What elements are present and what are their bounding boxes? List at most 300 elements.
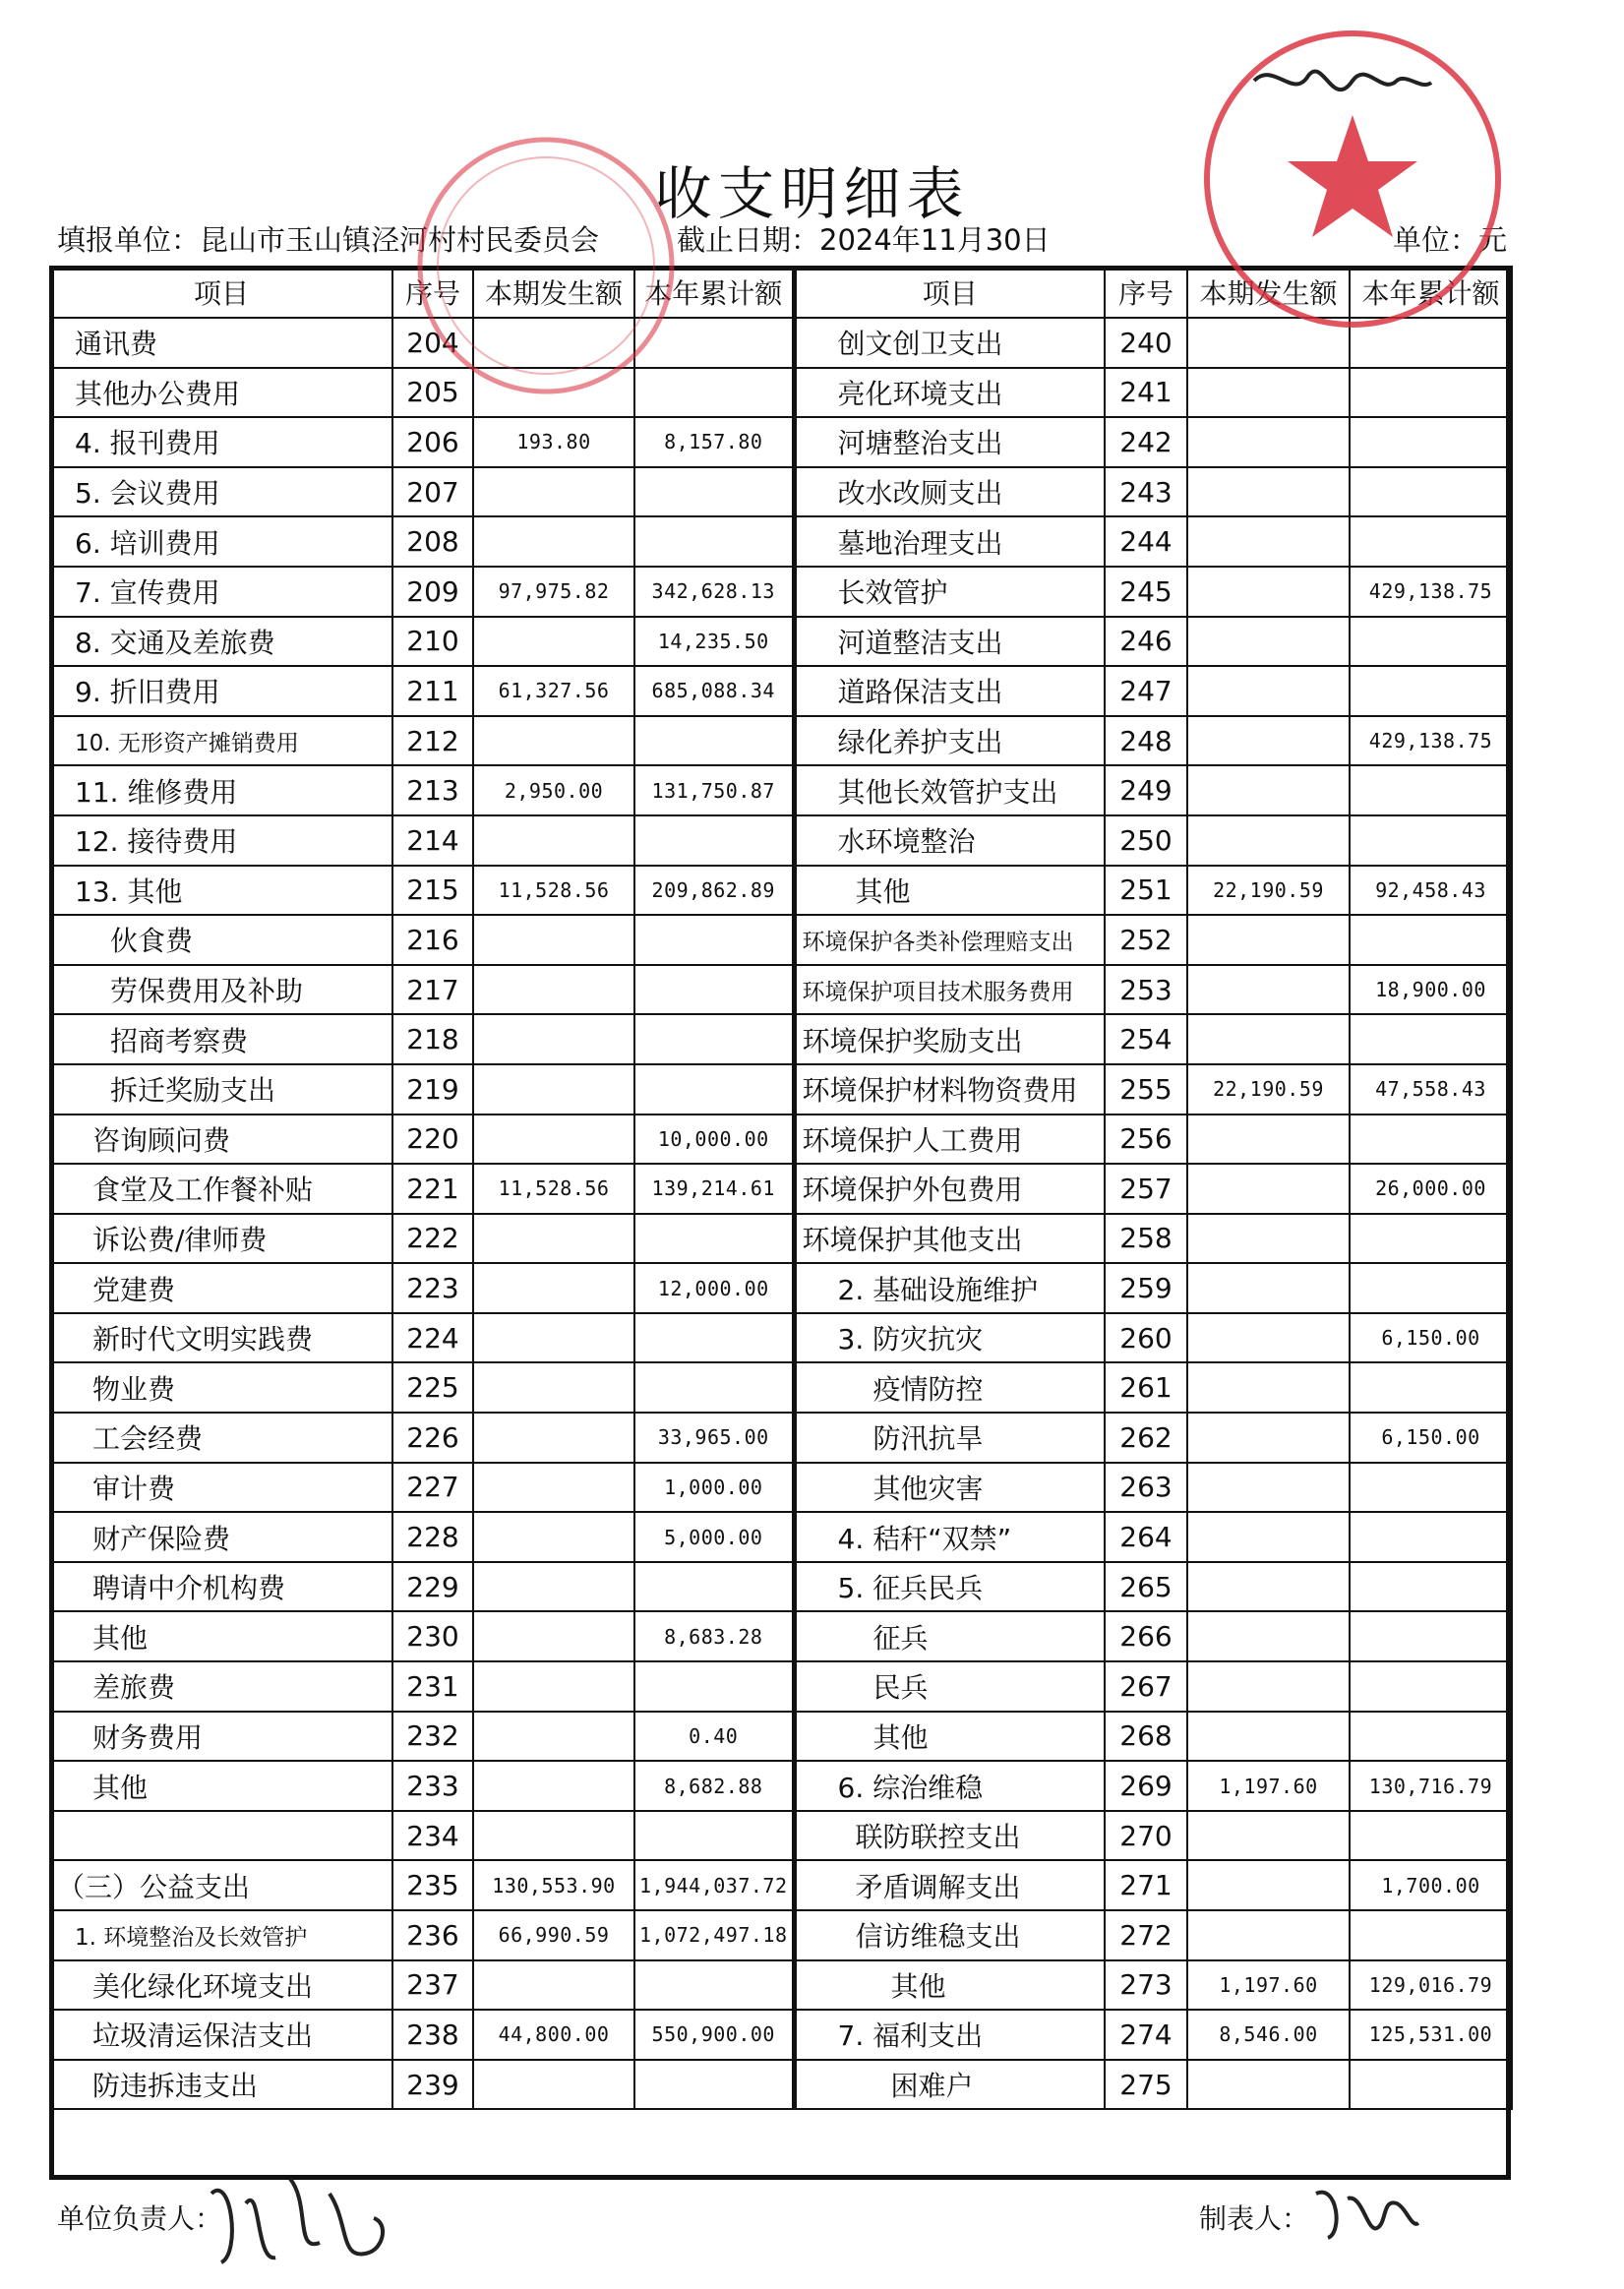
row-item-right: 道路保洁支出	[794, 666, 1105, 716]
row-seq: 219	[392, 1064, 473, 1114]
row-item	[50, 1811, 392, 1861]
row-current-amount-right: 8,546.00	[1187, 2010, 1350, 2060]
col-header-ytd: 本年累计额	[634, 267, 794, 318]
row-seq-right: 243	[1105, 467, 1187, 517]
row-current-amount-right	[1187, 467, 1350, 517]
table-row	[50, 1712, 1512, 1762]
row-item: 美化绿化环境支出	[50, 1960, 392, 2011]
row-ytd-amount: 33,965.00	[634, 1413, 794, 1463]
row-seq-right: 271	[1105, 1860, 1187, 1910]
row-item: 13. 其他	[50, 866, 392, 916]
row-ytd-amount-right	[1350, 1014, 1512, 1064]
row-current-amount: 97,975.82	[473, 567, 634, 617]
table-row	[50, 1463, 1512, 1513]
row-item: （三）公益支出	[50, 1860, 392, 1910]
row-seq: 231	[392, 1661, 473, 1712]
row-seq: 236	[392, 1910, 473, 1960]
row-ytd-amount-right	[1350, 1661, 1512, 1712]
row-seq-right: 254	[1105, 1014, 1187, 1064]
row-item: 其他	[50, 1761, 392, 1811]
row-ytd-amount	[634, 516, 794, 567]
row-ytd-amount-right	[1350, 417, 1512, 467]
row-ytd-amount-right	[1350, 1214, 1512, 1264]
row-seq: 226	[392, 1413, 473, 1463]
table-row	[50, 1562, 1512, 1612]
row-current-amount-right: 22,190.59	[1187, 866, 1350, 916]
table-row	[50, 417, 1512, 467]
row-current-amount-right	[1187, 1811, 1350, 1861]
row-seq: 230	[392, 1611, 473, 1661]
row-seq-right: 267	[1105, 1661, 1187, 1712]
row-current-amount	[473, 1562, 634, 1612]
row-ytd-amount-right: 6,150.00	[1350, 1313, 1512, 1363]
col-header-current: 本期发生额	[473, 267, 634, 318]
row-current-amount-right	[1187, 815, 1350, 866]
row-seq: 217	[392, 965, 473, 1015]
table-row	[50, 1164, 1512, 1214]
row-current-amount-right	[1187, 1611, 1350, 1661]
row-item-right: 联防联控支出	[794, 1811, 1105, 1861]
row-item: 诉讼费/律师费	[50, 1214, 392, 1264]
row-seq: 233	[392, 1761, 473, 1811]
row-ytd-amount: 1,944,037.72	[634, 1860, 794, 1910]
row-ytd-amount: 10,000.00	[634, 1114, 794, 1165]
table-body	[50, 318, 1512, 2109]
row-item-right: 环境保护人工费用	[794, 1114, 1105, 1165]
table-row	[50, 915, 1512, 965]
row-seq-right: 260	[1105, 1313, 1187, 1363]
row-seq-right: 244	[1105, 516, 1187, 567]
table-row	[50, 1661, 1512, 1712]
responsible-person-signature	[202, 2164, 398, 2282]
col-header-seq: 序号	[392, 267, 473, 318]
row-item-right: 亮化环境支出	[794, 368, 1105, 418]
table-row	[50, 2060, 1512, 2110]
row-ytd-amount: 685,088.34	[634, 666, 794, 716]
row-current-amount	[473, 467, 634, 517]
row-item-right: 7. 福利支出	[794, 2010, 1105, 2060]
row-ytd-amount	[634, 965, 794, 1015]
row-current-amount-right	[1187, 1014, 1350, 1064]
table-row	[50, 1413, 1512, 1463]
row-current-amount	[473, 1114, 634, 1165]
row-ytd-amount: 1,000.00	[634, 1463, 794, 1513]
row-current-amount-right	[1187, 1712, 1350, 1762]
row-seq: 227	[392, 1463, 473, 1513]
row-seq-right: 263	[1105, 1463, 1187, 1513]
row-ytd-amount-right	[1350, 765, 1512, 815]
row-seq-right: 256	[1105, 1114, 1187, 1165]
row-current-amount-right	[1187, 368, 1350, 418]
row-item-right: 绿化养护支出	[794, 716, 1105, 766]
row-current-amount	[473, 1611, 634, 1661]
row-current-amount-right	[1187, 1214, 1350, 1264]
row-ytd-amount-right	[1350, 1362, 1512, 1413]
row-ytd-amount: 131,750.87	[634, 765, 794, 815]
preparer-signature	[1308, 2179, 1426, 2248]
row-ytd-amount-right	[1350, 1910, 1512, 1960]
table-row	[50, 1214, 1512, 1264]
row-ytd-amount-right	[1350, 1463, 1512, 1513]
table-row	[50, 666, 1512, 716]
row-ytd-amount-right	[1350, 2060, 1512, 2110]
table-row	[50, 765, 1512, 815]
row-seq: 223	[392, 1263, 473, 1313]
table-row	[50, 965, 1512, 1015]
row-seq-right: 255	[1105, 1064, 1187, 1114]
table-row	[50, 815, 1512, 866]
row-ytd-amount-right: 47,558.43	[1350, 1064, 1512, 1114]
row-item: 1. 环境整治及长效管护	[50, 1910, 392, 1960]
row-current-amount-right	[1187, 1362, 1350, 1413]
col-header-ytd-right: 本年累计额	[1350, 267, 1512, 318]
row-ytd-amount	[634, 1362, 794, 1413]
row-seq-right: 265	[1105, 1562, 1187, 1612]
row-item: 8. 交通及差旅费	[50, 617, 392, 667]
row-seq: 229	[392, 1562, 473, 1612]
row-seq: 210	[392, 617, 473, 667]
row-current-amount	[473, 516, 634, 567]
row-current-amount	[473, 1661, 634, 1712]
row-current-amount-right	[1187, 1313, 1350, 1363]
village-committee-seal	[413, 123, 679, 408]
currency-unit: 单位：元	[1393, 223, 1508, 257]
row-item: 4. 报刊费用	[50, 417, 392, 467]
row-ytd-amount-right	[1350, 1562, 1512, 1612]
row-item-right: 改水改厕支出	[794, 467, 1105, 517]
row-item: 12. 接待费用	[50, 815, 392, 866]
row-item-right: 长效管护	[794, 567, 1105, 617]
row-current-amount-right	[1187, 2060, 1350, 2110]
row-current-amount-right	[1187, 1463, 1350, 1513]
row-seq: 213	[392, 765, 473, 815]
row-seq: 209	[392, 567, 473, 617]
row-current-amount-right: 22,190.59	[1187, 1064, 1350, 1114]
row-current-amount-right	[1187, 965, 1350, 1015]
row-ytd-amount-right: 129,016.79	[1350, 1960, 1512, 2011]
table-row	[50, 1114, 1512, 1165]
row-current-amount	[473, 1214, 634, 1264]
row-current-amount: 11,528.56	[473, 1164, 634, 1214]
row-item-right: 信访维稳支出	[794, 1910, 1105, 1960]
row-item: 其他	[50, 1611, 392, 1661]
row-ytd-amount-right	[1350, 1263, 1512, 1313]
row-seq: 218	[392, 1014, 473, 1064]
row-item: 10. 无形资产摊销费用	[50, 716, 392, 766]
row-seq-right: 269	[1105, 1761, 1187, 1811]
row-item: 物业费	[50, 1362, 392, 1413]
row-item-right: 2. 基础设施维护	[794, 1263, 1105, 1313]
row-ytd-amount	[634, 815, 794, 866]
row-current-amount	[473, 1263, 634, 1313]
row-item: 食堂及工作餐补贴	[50, 1164, 392, 1214]
row-seq: 225	[392, 1362, 473, 1413]
row-item-right: 环境保护奖励支出	[794, 1014, 1105, 1064]
row-seq-right: 270	[1105, 1811, 1187, 1861]
row-seq-right: 242	[1105, 417, 1187, 467]
row-current-amount: 2,950.00	[473, 765, 634, 815]
row-ytd-amount-right	[1350, 467, 1512, 517]
row-current-amount-right	[1187, 617, 1350, 667]
row-item-right: 环境保护外包费用	[794, 1164, 1105, 1214]
row-item: 财务费用	[50, 1712, 392, 1762]
row-seq-right: 266	[1105, 1611, 1187, 1661]
row-item-right: 环境保护项目技术服务费用	[794, 965, 1105, 1015]
row-item-right: 创文创卫支出	[794, 318, 1105, 368]
row-ytd-amount: 5,000.00	[634, 1512, 794, 1562]
row-item-right: 水环境整治	[794, 815, 1105, 866]
row-item-right: 环境保护其他支出	[794, 1214, 1105, 1264]
row-seq: 205	[392, 368, 473, 418]
row-ytd-amount-right: 18,900.00	[1350, 965, 1512, 1015]
row-seq: 228	[392, 1512, 473, 1562]
row-item: 通讯费	[50, 318, 392, 368]
row-item: 5. 会议费用	[50, 467, 392, 517]
row-seq-right: 251	[1105, 866, 1187, 916]
row-seq-right: 264	[1105, 1512, 1187, 1562]
table-row	[50, 716, 1512, 766]
row-seq-right: 257	[1105, 1164, 1187, 1214]
row-item-right: 3. 防灾抗灾	[794, 1313, 1105, 1363]
row-seq-right: 272	[1105, 1910, 1187, 1960]
table-row	[50, 2010, 1512, 2060]
table-row	[50, 1362, 1512, 1413]
row-item: 审计费	[50, 1463, 392, 1513]
row-current-amount	[473, 716, 634, 766]
row-ytd-amount: 550,900.00	[634, 2010, 794, 2060]
row-seq-right: 250	[1105, 815, 1187, 866]
row-seq: 232	[392, 1712, 473, 1762]
row-ytd-amount-right	[1350, 1811, 1512, 1861]
preparer-label: 制表人：	[1199, 2202, 1310, 2235]
row-ytd-amount	[634, 1064, 794, 1114]
row-ytd-amount-right: 130,716.79	[1350, 1761, 1512, 1811]
row-seq-right: 253	[1105, 965, 1187, 1015]
row-current-amount-right	[1187, 915, 1350, 965]
table-row	[50, 1512, 1512, 1562]
row-seq-right: 240	[1105, 318, 1187, 368]
row-current-amount-right	[1187, 567, 1350, 617]
row-seq-right: 274	[1105, 2010, 1187, 2060]
row-current-amount: 66,990.59	[473, 1910, 634, 1960]
row-seq: 220	[392, 1114, 473, 1165]
row-current-amount-right	[1187, 1263, 1350, 1313]
row-current-amount: 193.80	[473, 417, 634, 467]
row-ytd-amount: 1,072,497.18	[634, 1910, 794, 1960]
row-current-amount	[473, 965, 634, 1015]
row-seq-right: 247	[1105, 666, 1187, 716]
row-item-right: 河道整洁支出	[794, 617, 1105, 667]
row-current-amount: 44,800.00	[473, 2010, 634, 2060]
row-seq-right: 259	[1105, 1263, 1187, 1313]
row-item: 财产保险费	[50, 1512, 392, 1562]
row-ytd-amount-right: 6,150.00	[1350, 1413, 1512, 1463]
ledger-table	[49, 266, 1513, 2110]
row-seq: 215	[392, 866, 473, 916]
row-ytd-amount	[634, 716, 794, 766]
cutoff-date: 截止日期：2024年11月30日	[677, 223, 1051, 257]
row-item-right: 矛盾调解支出	[794, 1860, 1105, 1910]
table-row	[50, 1761, 1512, 1811]
table-row	[50, 1263, 1512, 1313]
row-item: 垃圾清运保洁支出	[50, 2010, 392, 2060]
row-seq: 204	[392, 318, 473, 368]
row-item-right: 其他	[794, 1960, 1105, 2011]
row-item: 防违拆违支出	[50, 2060, 392, 2110]
row-current-amount-right	[1187, 1114, 1350, 1165]
row-current-amount	[473, 1811, 634, 1861]
table-row	[50, 1860, 1512, 1910]
row-item-right: 征兵	[794, 1611, 1105, 1661]
row-seq: 238	[392, 2010, 473, 2060]
table-row	[50, 1811, 1512, 1861]
row-ytd-amount-right: 125,531.00	[1350, 2010, 1512, 2060]
row-item: 7. 宣传费用	[50, 567, 392, 617]
row-current-amount	[473, 617, 634, 667]
row-item-right: 疫情防控	[794, 1362, 1105, 1413]
row-seq-right: 258	[1105, 1214, 1187, 1264]
row-current-amount-right	[1187, 1413, 1350, 1463]
row-item: 差旅费	[50, 1661, 392, 1712]
row-seq: 235	[392, 1860, 473, 1910]
row-seq-right: 248	[1105, 716, 1187, 766]
row-current-amount: 130,553.90	[473, 1860, 634, 1910]
row-seq-right: 249	[1105, 765, 1187, 815]
row-current-amount	[473, 1413, 634, 1463]
row-seq: 222	[392, 1214, 473, 1264]
row-seq: 206	[392, 417, 473, 467]
row-item-right: 其他	[794, 1712, 1105, 1762]
row-current-amount	[473, 1362, 634, 1413]
row-seq: 207	[392, 467, 473, 517]
row-ytd-amount-right	[1350, 915, 1512, 965]
row-item: 其他办公费用	[50, 368, 392, 418]
row-current-amount-right	[1187, 1910, 1350, 1960]
row-ytd-amount	[634, 1562, 794, 1612]
table-row	[50, 467, 1512, 517]
row-current-amount-right	[1187, 1164, 1350, 1214]
col-header-item-right: 项目	[794, 267, 1105, 318]
row-ytd-amount: 0.40	[634, 1712, 794, 1762]
row-item-right: 困难户	[794, 2060, 1105, 2110]
row-ytd-amount: 8,682.88	[634, 1761, 794, 1811]
village-supervision-seal	[1185, 22, 1520, 336]
row-item-right: 环境保护材料物资费用	[794, 1064, 1105, 1114]
row-current-amount-right	[1187, 417, 1350, 467]
row-ytd-amount-right	[1350, 1712, 1512, 1762]
table-row	[50, 617, 1512, 667]
row-item: 新时代文明实践费	[50, 1313, 392, 1363]
row-seq-right: 245	[1105, 567, 1187, 617]
row-ytd-amount	[634, 1214, 794, 1264]
row-item-right: 民兵	[794, 1661, 1105, 1712]
row-item: 聘请中介机构费	[50, 1562, 392, 1612]
row-ytd-amount: 139,214.61	[634, 1164, 794, 1214]
row-current-amount-right	[1187, 666, 1350, 716]
row-ytd-amount: 12,000.00	[634, 1263, 794, 1313]
row-seq: 208	[392, 516, 473, 567]
row-seq-right: 275	[1105, 2060, 1187, 2110]
row-seq: 214	[392, 815, 473, 866]
row-ytd-amount: 8,157.80	[634, 417, 794, 467]
table-row	[50, 516, 1512, 567]
row-current-amount	[473, 1014, 634, 1064]
row-item: 招商考察费	[50, 1014, 392, 1064]
row-ytd-amount-right	[1350, 1512, 1512, 1562]
row-current-amount	[473, 1313, 634, 1363]
row-current-amount	[473, 1761, 634, 1811]
row-current-amount-right	[1187, 1860, 1350, 1910]
row-ytd-amount-right: 26,000.00	[1350, 1164, 1512, 1214]
row-ytd-amount-right	[1350, 1611, 1512, 1661]
row-current-amount	[473, 1463, 634, 1513]
table-row	[50, 1014, 1512, 1064]
row-current-amount-right	[1187, 765, 1350, 815]
col-header-current-right: 本期发生额	[1187, 267, 1350, 318]
row-item: 工会经费	[50, 1413, 392, 1463]
row-item: 伙食费	[50, 915, 392, 965]
row-current-amount	[473, 915, 634, 965]
row-current-amount-right	[1187, 716, 1350, 766]
row-item-right: 4. 秸秆“双禁”	[794, 1512, 1105, 1562]
col-header-seq-right: 序号	[1105, 267, 1187, 318]
table-row	[50, 1064, 1512, 1114]
row-ytd-amount: 14,235.50	[634, 617, 794, 667]
row-item-right: 其他	[794, 866, 1105, 916]
row-ytd-amount: 8,683.28	[634, 1611, 794, 1661]
row-ytd-amount-right	[1350, 368, 1512, 418]
row-seq: 211	[392, 666, 473, 716]
row-ytd-amount	[634, 1811, 794, 1861]
row-current-amount	[473, 1712, 634, 1762]
row-seq-right: 273	[1105, 1960, 1187, 2011]
row-ytd-amount-right	[1350, 815, 1512, 866]
col-header-item: 项目	[50, 267, 392, 318]
row-ytd-amount: 342,628.13	[634, 567, 794, 617]
page-title: 收支明细表	[654, 160, 970, 227]
row-current-amount-right: 1,197.60	[1187, 1761, 1350, 1811]
row-seq-right: 246	[1105, 617, 1187, 667]
table-row	[50, 1960, 1512, 2011]
row-item-right: 河塘整治支出	[794, 417, 1105, 467]
row-item: 咨询顾问费	[50, 1114, 392, 1165]
row-seq-right: 268	[1105, 1712, 1187, 1762]
row-item: 劳保费用及补助	[50, 965, 392, 1015]
row-seq: 221	[392, 1164, 473, 1214]
row-ytd-amount-right	[1350, 666, 1512, 716]
row-seq: 212	[392, 716, 473, 766]
row-current-amount-right	[1187, 1661, 1350, 1712]
row-ytd-amount	[634, 467, 794, 517]
row-ytd-amount-right	[1350, 516, 1512, 567]
row-current-amount-right	[1187, 1562, 1350, 1612]
row-seq-right: 252	[1105, 915, 1187, 965]
row-ytd-amount-right: 92,458.43	[1350, 866, 1512, 916]
row-item-right: 环境保护各类补偿理赔支出	[794, 915, 1105, 965]
row-ytd-amount	[634, 1661, 794, 1712]
row-item: 9. 折旧费用	[50, 666, 392, 716]
row-seq: 234	[392, 1811, 473, 1861]
row-ytd-amount-right: 429,138.75	[1350, 567, 1512, 617]
row-seq-right: 241	[1105, 368, 1187, 418]
row-current-amount-right: 1,197.60	[1187, 1960, 1350, 2011]
row-ytd-amount	[634, 1014, 794, 1064]
row-ytd-amount	[634, 2060, 794, 2110]
row-current-amount	[473, 1512, 634, 1562]
table-row	[50, 1611, 1512, 1661]
row-ytd-amount	[634, 1313, 794, 1363]
row-current-amount	[473, 2060, 634, 2110]
